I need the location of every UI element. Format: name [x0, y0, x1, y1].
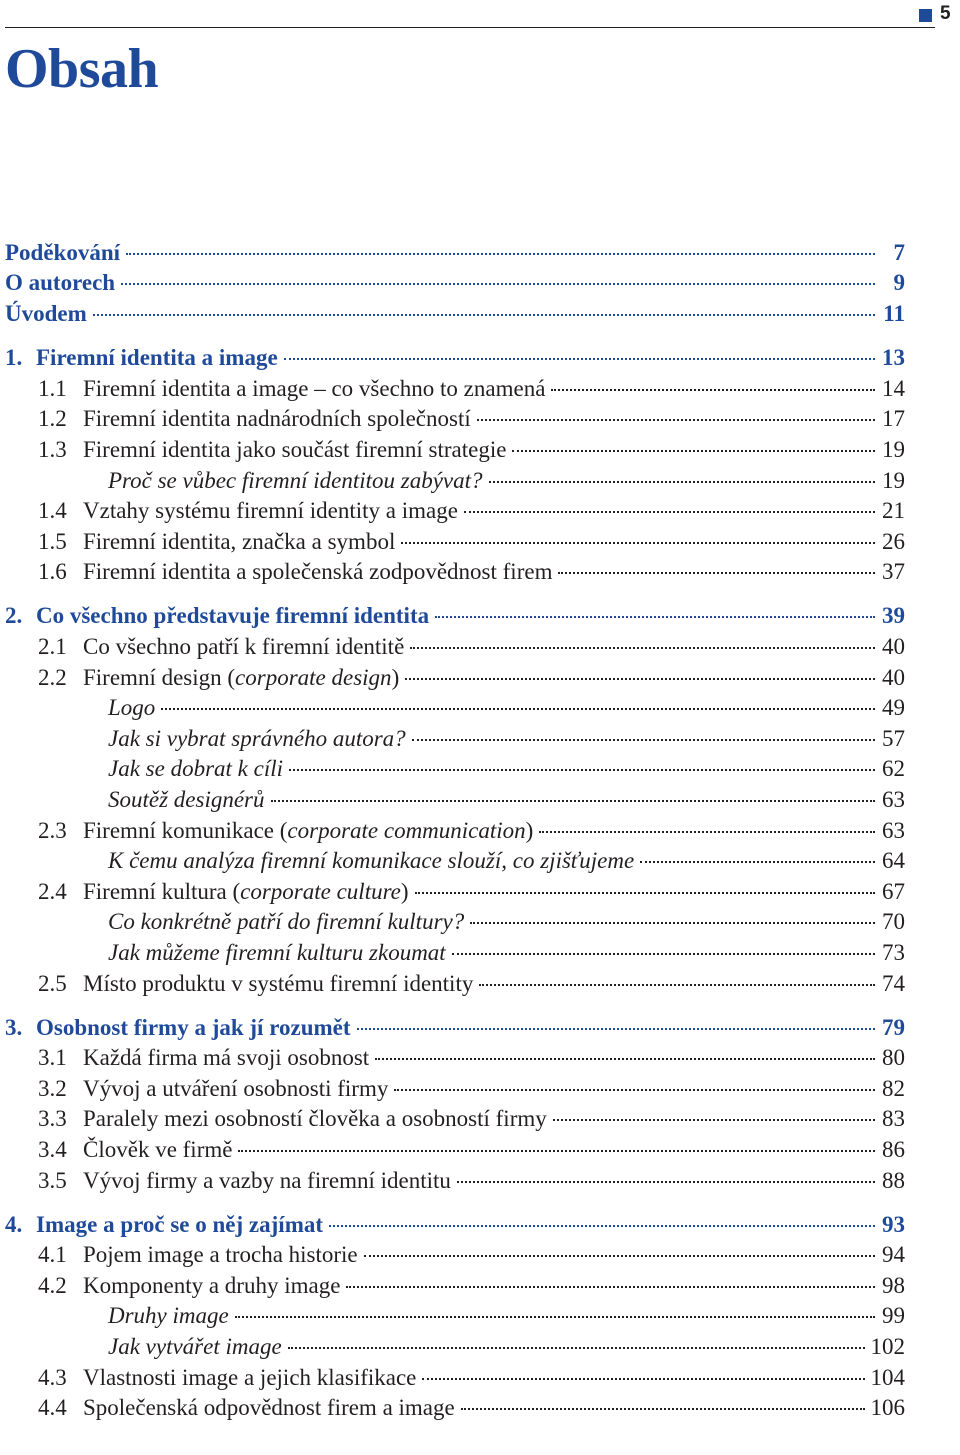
toc-entry-page: 73	[882, 939, 905, 965]
dot-leader	[489, 459, 875, 483]
toc-entry-page: 19	[882, 467, 905, 493]
toc-entry-page: 49	[882, 695, 905, 721]
toc-entry-page: 63	[882, 817, 905, 843]
toc-entry-title-text: Pojem image a trocha historie	[83, 1242, 358, 1268]
toc-entry-title-text: Úvodem	[5, 301, 87, 327]
toc-entry-page: 88	[882, 1167, 905, 1193]
toc-entry-number: 3.2	[38, 1075, 67, 1101]
dot-leader	[461, 1386, 865, 1410]
toc-entry-title	[108, 468, 483, 494]
dot-leader	[470, 900, 875, 924]
dot-leader	[551, 367, 875, 391]
toc-entry-page: 98	[882, 1272, 905, 1298]
toc-entry-page: 74	[882, 970, 905, 996]
dot-leader	[412, 717, 875, 741]
toc-entry-title-text: Jak se dobrat k cíli	[108, 756, 284, 782]
toc-entry-title-text: Každá firma má svoji osobnost	[83, 1045, 370, 1071]
dot-leader	[457, 1159, 875, 1183]
toc-entry-number: 3.1	[38, 1045, 67, 1071]
toc-entry-page: 37	[882, 559, 905, 585]
dot-leader	[539, 809, 875, 833]
toc-entry-title	[83, 1137, 232, 1163]
toc-entry-number: 2.	[5, 603, 23, 629]
dot-leader	[121, 262, 875, 286]
toc-entry-chapter[interactable]	[5, 297, 905, 328]
toc-entry-title-text: Společenská odpovědnost firem a image	[83, 1395, 455, 1421]
dot-leader	[161, 686, 875, 710]
toc-entry-title-text: Vztahy systému firemní identity a image	[83, 498, 458, 524]
toc-entry-page: 13	[882, 345, 905, 371]
toc-entry-title	[108, 1303, 229, 1329]
toc-entry-page: 14	[882, 375, 905, 401]
dot-leader	[640, 839, 875, 863]
toc-entry-page: 106	[870, 1395, 905, 1421]
toc-entry-page: 40	[882, 633, 905, 659]
dot-leader	[415, 870, 875, 894]
toc-entry-title	[83, 529, 395, 555]
toc-entry-number: 4.3	[38, 1364, 67, 1390]
toc-entry-title-text: Logo	[108, 695, 156, 721]
toc-entry-title	[83, 1395, 455, 1421]
toc-entry-title	[36, 1212, 323, 1238]
toc-entry-title-text: Člověk ve firmě	[83, 1136, 233, 1162]
toc-entry-section[interactable]	[5, 1391, 905, 1422]
toc-entry-number: 2.1	[38, 633, 67, 659]
toc-entry-number: 2.5	[38, 970, 67, 996]
toc-entry-title	[83, 437, 506, 463]
toc-entry-number: 4.	[5, 1211, 23, 1237]
dot-leader	[479, 962, 875, 986]
toc-entry-page: 26	[882, 528, 905, 554]
toc-entry-page: 19	[882, 436, 905, 462]
page-marker-square	[919, 9, 932, 22]
toc-entry-page: 11	[883, 301, 905, 327]
toc-entry-page: 39	[882, 603, 905, 629]
toc-entry-title-text: Firemní identita a image	[36, 345, 278, 371]
toc-entry-title	[108, 787, 265, 813]
dot-leader	[553, 1098, 875, 1122]
toc-entry-page: 62	[882, 756, 905, 782]
dot-leader	[435, 595, 875, 619]
toc-entry-title-text: Vlastnosti image a jejich klasifikace	[83, 1364, 417, 1390]
toc-entry-title-end: )	[391, 664, 400, 690]
toc-entry-title-text: Image a proč se o něj zajímat	[36, 1211, 324, 1237]
toc-entry-title-text: Firemní kultura (	[83, 878, 241, 904]
toc-entry-page: 40	[882, 664, 905, 690]
dot-leader	[410, 625, 875, 649]
toc-entry-title-text: Firemní identita jako součást firemní strategie	[83, 436, 507, 462]
toc-entry-title	[83, 1242, 358, 1268]
toc-entry-title-text: Jak si vybrat správného autora?	[108, 725, 406, 751]
dot-leader	[452, 931, 875, 955]
toc-entry-title-text: Jak můžeme firemní kulturu zkoumat	[108, 939, 446, 965]
toc-entry-title-text: Firemní identita nadnárodních společností	[83, 406, 471, 432]
toc-entry-title	[5, 301, 87, 327]
toc-entry-title-text: Vývoj a utváření osobnosti firmy	[83, 1075, 389, 1101]
toc-entry-page: 64	[882, 848, 905, 874]
dot-leader	[464, 489, 875, 513]
toc-entry-number: 3.	[5, 1014, 23, 1040]
toc-entry-page: 70	[882, 909, 905, 935]
toc-entry-title-text: Co konkrétně patří do firemní kultury?	[108, 909, 465, 935]
dot-leader	[271, 778, 875, 802]
toc-entry-title	[83, 634, 404, 660]
dot-leader	[512, 428, 875, 452]
dot-leader	[329, 1203, 875, 1227]
toc-entry-number: 1.1	[38, 375, 67, 401]
toc-entry-title-text: Proč se vůbec firemní identitou zabývat?	[108, 467, 483, 493]
toc-entry-title-text: Místo produktu v systému firemní identity	[83, 970, 474, 996]
toc-entry-number: 1.3	[38, 436, 67, 462]
dot-leader	[422, 1356, 864, 1380]
toc-entry-page: 83	[882, 1106, 905, 1132]
toc-entry-page: 86	[882, 1136, 905, 1162]
toc-entry-number: 2.4	[38, 878, 67, 904]
toc-entry-title	[83, 971, 473, 997]
toc-entry-page: 94	[882, 1242, 905, 1268]
toc-entry-title-text: O autorech	[5, 270, 116, 296]
toc-entry-title-text: Firemní identita, značka a symbol	[83, 528, 396, 554]
toc-entry-title-text: Firemní design (	[83, 664, 236, 690]
toc-entry-title-italic: corporate communication	[287, 817, 526, 843]
toc-entry-page: 7	[893, 239, 905, 265]
toc-entry-page: 17	[882, 406, 905, 432]
toc-entry-title	[36, 603, 429, 629]
toc-entry-section[interactable]	[5, 967, 905, 998]
toc-entry-title-text: Jak vytvářet image	[108, 1334, 282, 1360]
toc-entry-title	[83, 559, 552, 585]
dot-leader	[346, 1264, 875, 1288]
toc-entry-page: 21	[882, 498, 905, 524]
toc-entry-title-text: Firemní komunikace (	[83, 817, 288, 843]
dot-leader	[394, 1067, 875, 1091]
dot-leader	[289, 748, 875, 772]
toc-entry-title	[108, 909, 464, 935]
toc-entry-title-text: Druhy image	[108, 1303, 229, 1329]
dot-leader	[364, 1233, 875, 1257]
toc-entry-page: 9	[893, 270, 905, 296]
toc-entry-title	[108, 695, 155, 721]
toc-entry-section[interactable]	[5, 1164, 905, 1195]
toc-entry-number: 1.4	[38, 498, 67, 524]
toc-entry-page: 99	[882, 1303, 905, 1329]
toc-entry-title-text: Komponenty a druhy image	[83, 1272, 341, 1298]
toc-entry-title	[108, 1334, 282, 1360]
toc-entry-title	[83, 818, 533, 844]
dot-leader	[405, 656, 875, 680]
header-rule	[5, 27, 935, 28]
dot-leader	[558, 550, 875, 574]
toc-entry-number: 3.3	[38, 1106, 67, 1132]
toc-entry-number: 4.2	[38, 1272, 67, 1298]
toc-entry-page: 79	[882, 1014, 905, 1040]
toc-entry-title	[83, 1045, 369, 1071]
dot-leader	[477, 397, 875, 421]
toc-entry-section[interactable]	[5, 555, 905, 586]
toc-entry-number: 1.5	[38, 528, 67, 554]
toc-entry-page: 67	[882, 878, 905, 904]
table-of-contents	[5, 236, 905, 1422]
toc-entry-title-end: )	[525, 817, 534, 843]
toc-entry-number: 4.1	[38, 1242, 67, 1268]
toc-entry-number: 3.4	[38, 1136, 67, 1162]
toc-entry-page: 63	[882, 786, 905, 812]
toc-entry-title-text: K čemu analýza firemní komunikace slouží, co zjišťujeme	[108, 848, 635, 874]
toc-entry-number: 2.3	[38, 817, 67, 843]
toc-entry-title	[83, 879, 409, 905]
toc-entry-title-italic: corporate culture	[240, 878, 401, 904]
toc-entry-title	[36, 345, 278, 371]
toc-entry-number: 2.2	[38, 664, 67, 690]
toc-entry-title-text: Firemní identita a image – co všechno to znamená	[83, 375, 546, 401]
toc-entry-number: 1.2	[38, 406, 67, 432]
page-title: Obsah	[5, 38, 159, 100]
dot-leader	[93, 292, 875, 316]
toc-entry-title-italic: corporate design	[235, 664, 392, 690]
toc-entry-page: 102	[870, 1334, 905, 1360]
toc-entry-page: 82	[882, 1075, 905, 1101]
toc-entry-number: 3.5	[38, 1167, 67, 1193]
toc-entry-title	[83, 1365, 416, 1391]
toc-entry-title-end: )	[400, 878, 409, 904]
toc-entry-title	[83, 1076, 388, 1102]
dot-leader	[357, 1006, 875, 1030]
dot-leader	[126, 231, 875, 255]
toc-entry-page: 93	[882, 1211, 905, 1237]
toc-entry-title	[36, 1015, 351, 1041]
toc-entry-title-text: Osobnost firmy a jak jí rozumět	[36, 1014, 351, 1040]
toc-entry-title	[108, 756, 283, 782]
toc-entry-page: 57	[882, 725, 905, 751]
dot-leader	[288, 1325, 865, 1349]
toc-entry-page: 80	[882, 1045, 905, 1071]
page-number: 5	[940, 3, 951, 24]
toc-entry-title	[83, 1168, 451, 1194]
dot-leader	[375, 1036, 875, 1060]
toc-entry-title-text: Soutěž designérů	[108, 786, 265, 812]
dot-leader	[401, 520, 875, 544]
dot-leader	[238, 1128, 875, 1152]
toc-entry-number: 4.4	[38, 1395, 67, 1421]
dot-leader	[235, 1295, 875, 1319]
toc-entry-page: 104	[870, 1364, 905, 1390]
toc-entry-title	[108, 940, 446, 966]
toc-entry-title	[83, 406, 471, 432]
toc-entry-title-text: Paralely mezi osobností člověka a osobností firmy	[83, 1106, 547, 1132]
toc-entry-title-text: Co všechno představuje firemní identita	[36, 603, 430, 629]
toc-entry-title-text: Poděkování	[5, 239, 121, 265]
toc-entry-number: 1.	[5, 345, 23, 371]
dot-leader	[284, 336, 875, 360]
toc-entry-title-text: Co všechno patří k firemní identitě	[83, 633, 405, 659]
toc-entry-title	[5, 240, 120, 266]
toc-entry-title-text: Firemní identita a společenská zodpovědnost firem	[83, 559, 553, 585]
toc-entry-title-text: Vývoj firmy a vazby na firemní identitu	[83, 1167, 451, 1193]
toc-entry-number: 1.6	[38, 559, 67, 585]
